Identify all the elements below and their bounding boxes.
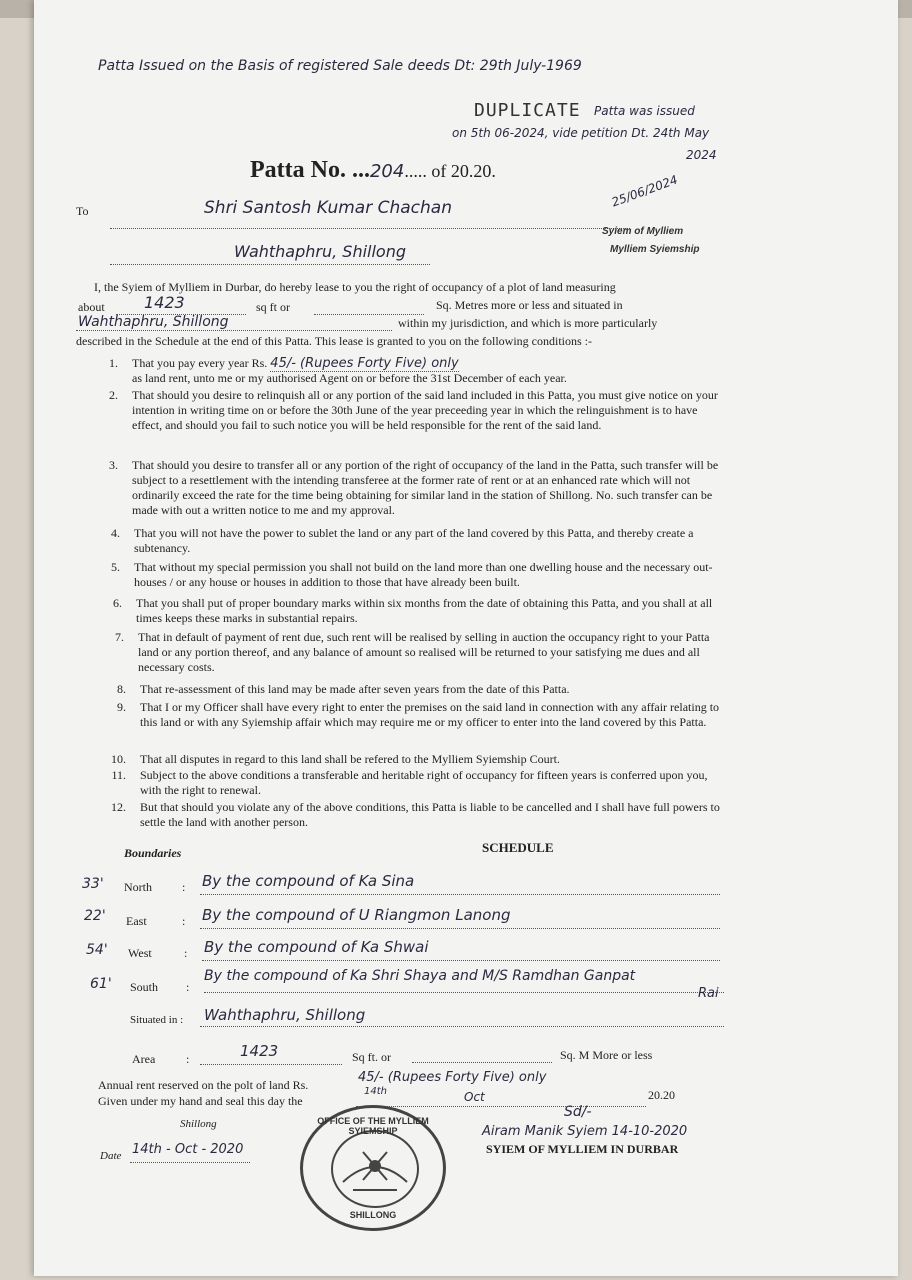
given-year: 20.20 — [648, 1088, 675, 1102]
seal-emblem — [331, 1130, 419, 1208]
east-label: East — [126, 914, 147, 928]
seal-bottom-text: SHILLONG — [349, 1210, 397, 1220]
condition-10: 10. That all disputes in regard to this land shall be refered to the Mylliem Syiemship Court. — [111, 752, 560, 766]
situated-value: Wahthaphru, Shillong — [204, 1006, 366, 1024]
patta-number — [250, 157, 496, 184]
south-label: South — [130, 980, 159, 994]
east-colon: : — [182, 914, 186, 928]
south-colon: : — [186, 980, 190, 994]
intro-line-1: I, the Syiem of Mylliem in Durbar, do hereby lease to you the right of occupancy of a plot of land measuring — [94, 280, 616, 294]
patta-no-prefix: Patta No. ... — [250, 157, 370, 183]
patta-no-value: 204 — [369, 161, 405, 182]
intro-area: 1423 — [144, 293, 185, 312]
given-month: Oct — [464, 1090, 485, 1104]
condition-11: 11. Subject to the above conditions a transferable and heritable right of occupancy for fifteen years is conferred upon you, with the right to renewal. — [111, 768, 708, 797]
condition-4: 4. That you will not have the power to sublet the land or any part of the land covered by this Patta, and thereby create a subtenancy. — [111, 526, 694, 555]
sqm-line — [314, 302, 424, 315]
south-value-2: Rai — [698, 986, 719, 1001]
sd-mark: Sd/- — [564, 1104, 592, 1120]
intro-line-3: within my jurisdiction, and which is more particularly — [398, 316, 658, 330]
intro-about: about — [78, 300, 105, 314]
west-colon: : — [184, 946, 188, 960]
intro-location: Wahthaphru, Shillong — [78, 314, 229, 330]
south-value: By the compound of Ka Shri Shaya and M/S Ramdhan Ganpat — [204, 968, 636, 984]
signer-name: Airam Manik Syiem 14-10-2020 — [482, 1124, 688, 1139]
intro-sqm: Sq. Metres more or less and situated in — [436, 298, 623, 312]
seal-top-text: OFFICE OF THE MYLLIEM SYIEMSHIP — [317, 1116, 429, 1136]
syiem-title: SYIEM OF MYLLIEM IN DURBAR — [486, 1142, 679, 1156]
area-label: Area — [132, 1052, 156, 1066]
intro-sqft-or: sq ft or — [256, 300, 290, 314]
schedule-title: SCHEDULE — [482, 840, 554, 855]
addressee-address: Wahthaphru, Shillong — [234, 242, 407, 261]
given-day: 14th — [364, 1086, 387, 1097]
condition-9: 9. That I or my Officer shall have every right to enter the premises on the said land in connection with any affair relating to this land or with any Syiemship affair which may require me or my officer to enter into the land covered by this Patta. — [117, 700, 720, 729]
date-value: 14th - Oct - 2020 — [132, 1142, 244, 1157]
office-seal — [300, 1105, 446, 1231]
situated-label: Situated in : — [130, 1014, 184, 1026]
addressee-name: Shri Santosh Kumar Chachan — [204, 198, 452, 218]
annual-rent-label: Annual rent reserved on the polt of land Rs. — [98, 1078, 309, 1092]
patta-document — [34, 0, 898, 1276]
place-label: Shillong — [180, 1118, 217, 1130]
condition-6: 6. That you shall put of proper boundary marks within six months from the date of obtaining this Patta, and you shall at all times keeps these marks in substantial repairs. — [113, 596, 713, 625]
area-value: 1423 — [240, 1042, 279, 1060]
north-label: North — [124, 880, 152, 894]
west-value: By the compound of Ka Shwai — [204, 938, 429, 956]
duplicate-note-3: 2024 — [686, 148, 717, 162]
given-line — [356, 1094, 646, 1107]
condition-5: 5. That without my special permission you shall not build on the land more than one dwelling house and the necessary out-houses / or any house or houses in addition to those that have already been built. — [111, 560, 713, 589]
east-value: By the compound of U Riangmon Lanong — [202, 906, 511, 924]
stamp-line-2: Mylliem Syiemship — [610, 244, 700, 255]
given-label: Given under my hand and seal this day the — [98, 1094, 303, 1108]
duplicate-stamp: DUPLICATE — [474, 100, 581, 121]
condition-7: 7. That in default of payment of rent due, such rent will be realised by selling in auction the occupancy right to your Patta land or any portion thereof, and any balance of amount so realised will be returned to your satisfying me dues and all necessary costs. — [115, 630, 710, 674]
duplicate-note-1: Patta was issued — [594, 104, 695, 118]
area-sqm: Sq. M More or less — [560, 1048, 653, 1062]
duplicate-note-2: on 5th 06-2024, vide petition Dt. 24th May — [452, 126, 710, 140]
issued-basis-note: Patta Issued on the Basis of registered Sale deeds Dt: 29th July-1969 — [98, 58, 582, 74]
south-measure: 61' — [90, 976, 112, 992]
condition-8: 8. That re-assessment of this land may be made after seven years from the date of this Patta. — [117, 682, 570, 696]
west-label: West — [128, 946, 152, 960]
intro-line-4: described in the Schedule at the end of this Patta. This lease is granted to you on the following conditions :- — [76, 334, 593, 348]
seal-emblem-icon — [333, 1132, 417, 1206]
signature-date: 25/06/2024 — [609, 172, 680, 210]
north-value: By the compound of Ka Sina — [202, 872, 415, 890]
rent-amount: 45/- (Rupees Forty Five) only — [270, 356, 459, 371]
stamp-line-1: Syiem of Mylliem — [602, 226, 684, 237]
to-label: To — [76, 204, 89, 218]
east-measure: 22' — [84, 908, 106, 924]
area-sqft-or: Sq ft. or — [352, 1050, 391, 1064]
north-colon: : — [182, 880, 186, 894]
condition-1: 1. That you pay every year Rs. 45/- (Rupees Forty Five) only as land rent, unto me or my authorised Agent on or before the 31st December of each year. — [109, 356, 567, 385]
patta-no-suffix: ..... of 20.20. — [404, 161, 496, 181]
area-colon: : — [186, 1052, 190, 1066]
north-measure: 33' — [82, 876, 104, 892]
condition-3: 3. That should you desire to transfer all or any portion of the right of occupancy of the land in the Patta, such transfer will be subject to a resettlement with the intending transferee at the former rate of rent or at an enhanced rate which will not ordinarily exceed the rate for the time being obtaining for similar land in the station of Shillong. No. such transfer can be made with out a written notice to me and my approval. — [109, 458, 719, 517]
area-sqm-line — [412, 1050, 552, 1063]
condition-2: 2. That should you desire to relinquish all or any portion of the said land included in this Patta, you must give notice on your intention in writing time on or before the 30th June of the year preceeding year in which the relinguishment is to have effect, and should you fail to such notice you will be held responsible for the rent of the said land. — [109, 388, 718, 432]
condition-12: 12. But that should you violate any of the above conditions, this Patta is liable to be cancelled and I shall have full powers to settle the land with another person. — [111, 800, 720, 829]
annual-rent-value: 45/- (Rupees Forty Five) only — [358, 1070, 547, 1085]
date-label: Date — [100, 1150, 122, 1162]
west-measure: 54' — [86, 942, 108, 958]
boundaries-label: Boundaries — [124, 846, 182, 860]
